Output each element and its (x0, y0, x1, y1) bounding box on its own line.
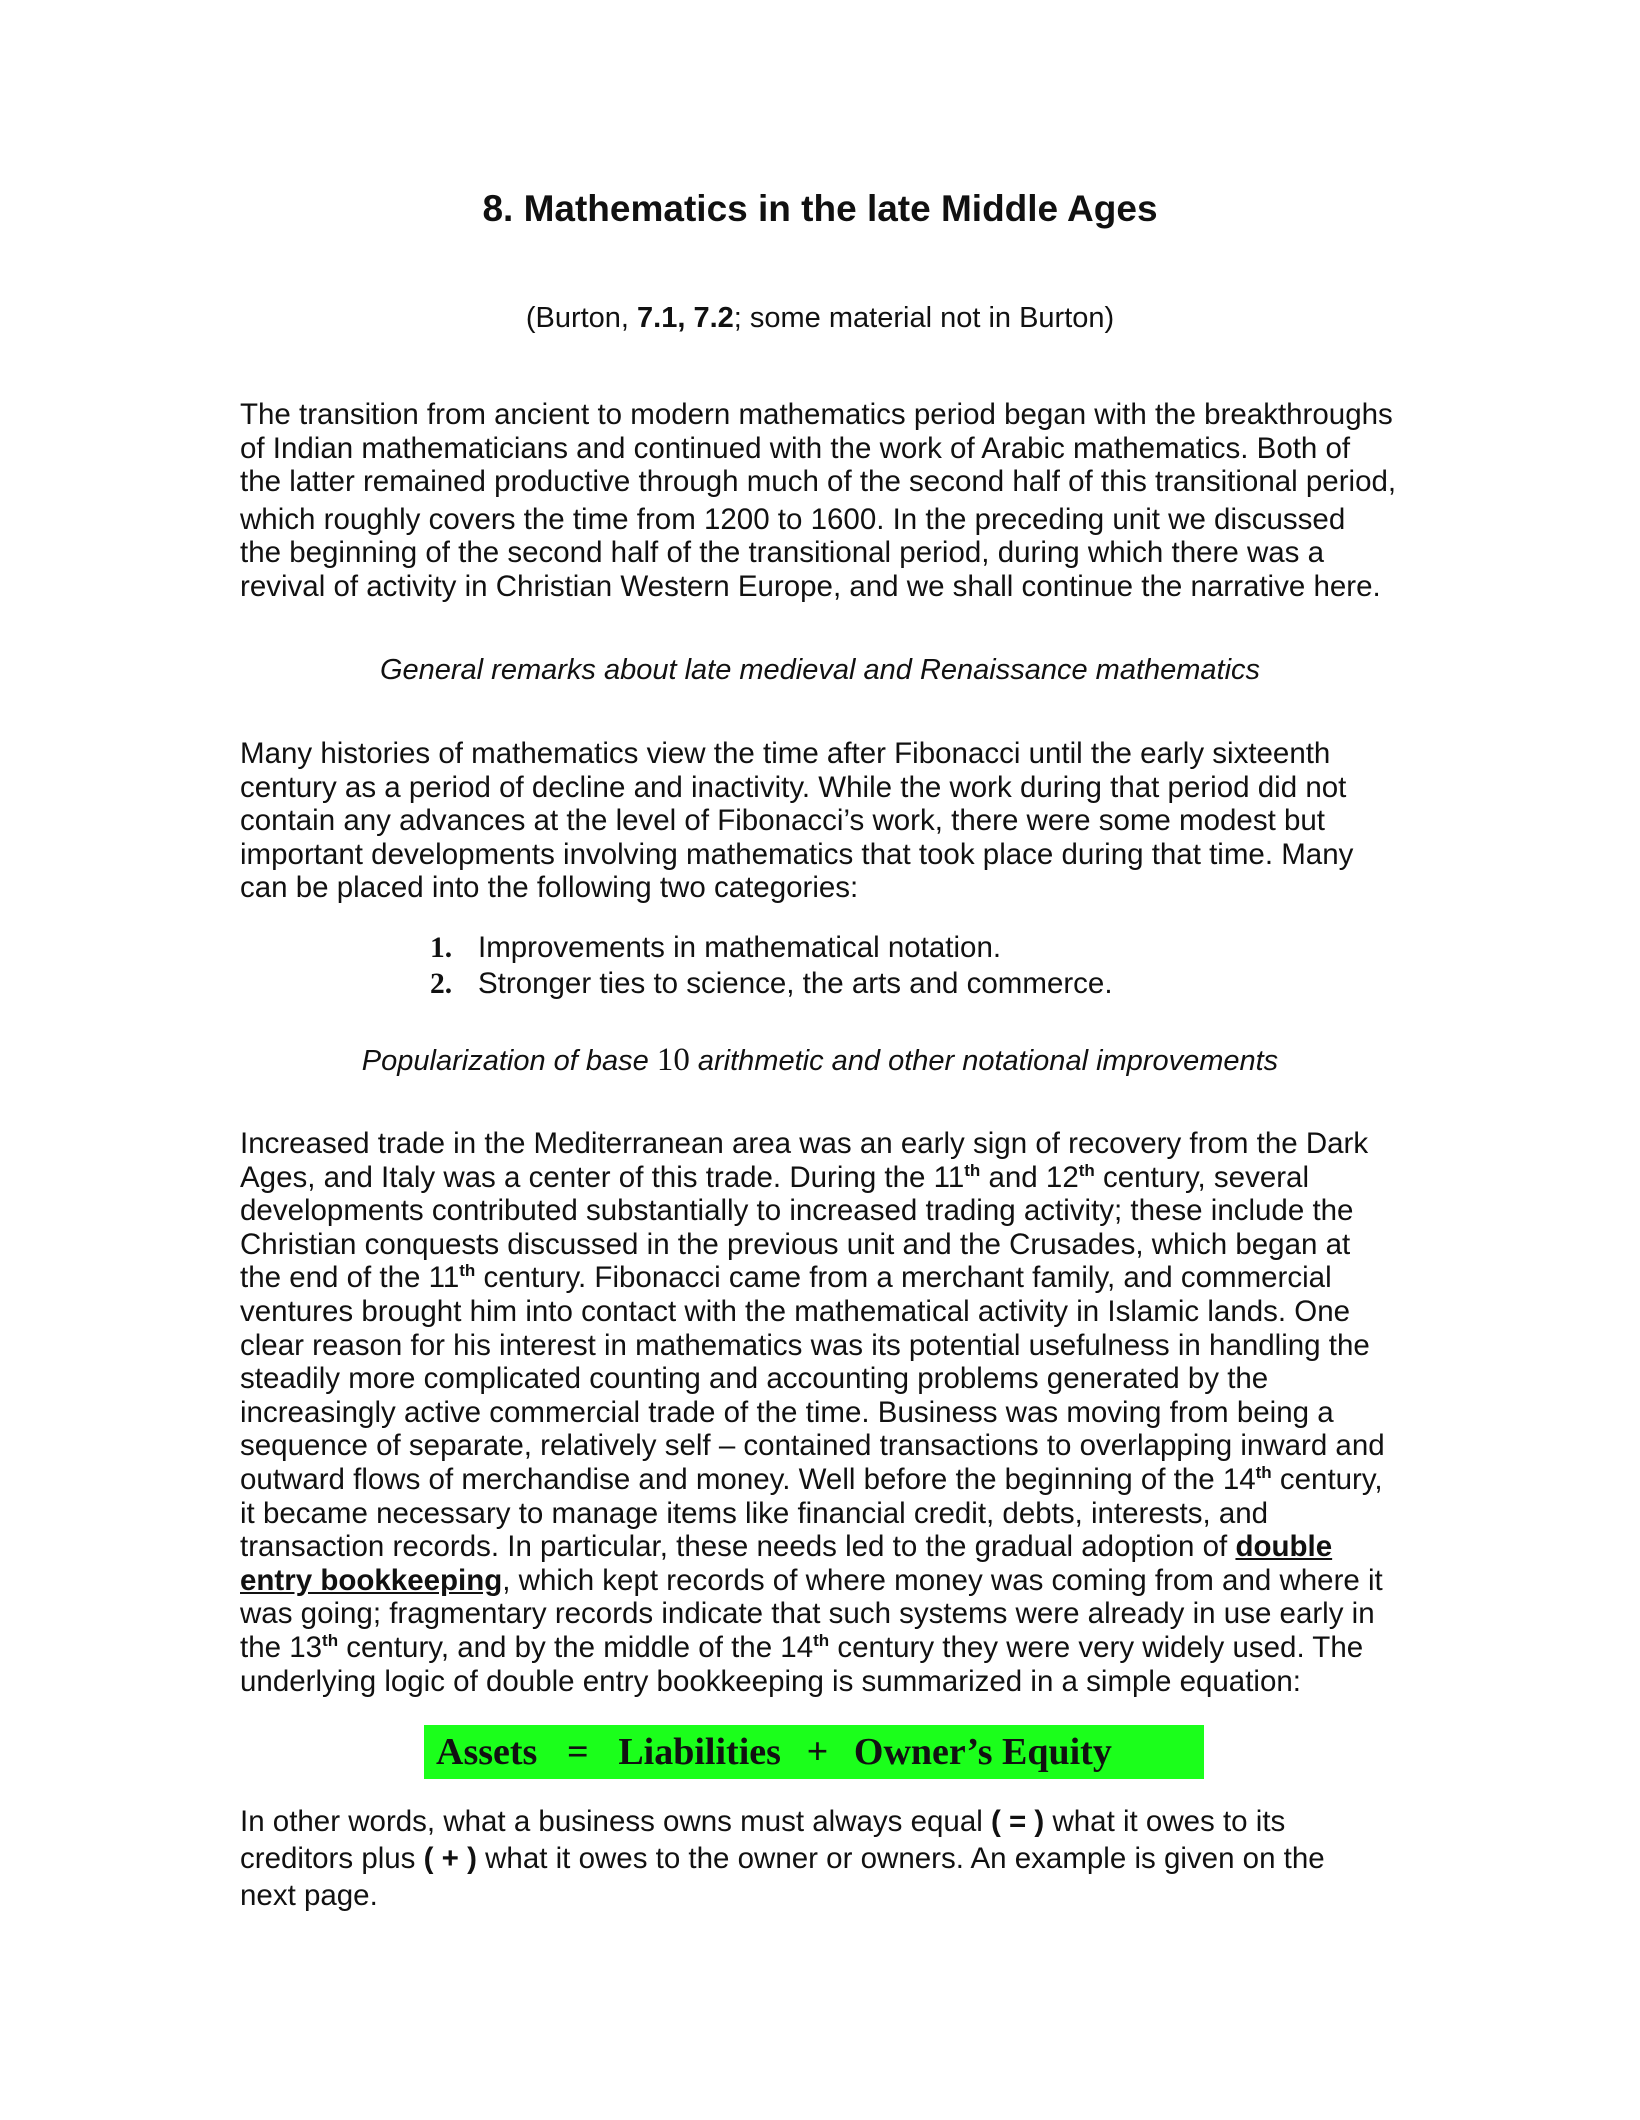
trade-line: steadily more complicated counting and accounting problems generated by the (240, 1362, 1269, 1396)
text-run: century, (1271, 1462, 1383, 1496)
trade-line: underlying logic of double entry bookkeeping is summarized in a simple equation: (240, 1664, 1301, 1698)
categories-list (430, 930, 1113, 1002)
text-run: what it owes to its (1044, 1805, 1286, 1838)
closing-line (240, 1803, 1420, 1840)
text-run: and 12 (980, 1160, 1079, 1194)
heading2-before: Popularization of base (361, 1045, 657, 1077)
list-item (430, 930, 1113, 966)
decline-line: can be placed into the following two categories: (240, 871, 859, 905)
text-run: In other words, what a business owns must always equal (240, 1805, 991, 1838)
text-run: , which kept records of where money was coming from and where it (502, 1563, 1383, 1597)
trade-line (240, 1631, 1420, 1665)
page-subtitle (0, 300, 1640, 336)
trade-line (240, 1564, 1420, 1598)
trade-line (240, 1261, 1420, 1295)
key-term-double: double (1235, 1530, 1333, 1564)
section-heading-general-remarks: General remarks about late medieval and Renaissance mathematics (379, 654, 1261, 686)
heading2-number: 10 (656, 1042, 690, 1078)
accounting-equation (424, 1725, 1204, 1779)
ordinal-suffix: th (1078, 1160, 1095, 1180)
intro-paragraph (240, 398, 1420, 604)
subtitle-sections: 7.1, 7.2 (637, 302, 734, 334)
decline-paragraph (240, 737, 1420, 905)
trade-line: it became necessary to manage items like financial credit, debts, interests, and (240, 1496, 1269, 1530)
closing-line (240, 1840, 1420, 1877)
trade-line: Christian conquests discussed in the previous unit and the Crusades, which began at (240, 1227, 1351, 1261)
list-text: Stronger ties to science, the arts and commerce. (478, 967, 1113, 1000)
key-term-entry-bookkeeping: entry bookkeeping (240, 1563, 503, 1597)
trade-line (240, 1530, 1420, 1564)
decline-line: century as a period of decline and inactivity. While the work during that period did not (240, 770, 1347, 804)
intro-line: of Indian mathematicians and continued with the work of Arabic mathematics. Both of (240, 431, 1351, 465)
trade-line: increasingly active commercial trade of the time. Business was moving from being a (240, 1395, 1334, 1429)
trade-line: Increased trade in the Mediterranean area was an early sign of recovery from the Dark (240, 1127, 1369, 1160)
ordinal-suffix: th (322, 1631, 339, 1651)
equals-symbol: ( = ) (990, 1805, 1045, 1838)
trade-line: was going; fragmentary records indicate that such systems were already in use early in (240, 1597, 1375, 1631)
page-title: 8. Mathematics in the late Middle Ages (482, 188, 1158, 229)
trade-line: sequence of separate, relatively self – contained transactions to overlapping inward and (240, 1429, 1385, 1463)
intro-line: the latter remained productive through much of the second half of this transitional period, (240, 465, 1397, 499)
heading2-after: arithmetic and other notational improvements (689, 1045, 1279, 1077)
plus-symbol: ( + ) (423, 1842, 477, 1875)
ordinal-suffix: th (1255, 1463, 1272, 1483)
text-run: transaction records. In particular, these needs led to the gradual adoption of (240, 1530, 1236, 1564)
trade-line: clear reason for his interest in mathematics was its potential usefulness in handling the (240, 1328, 1370, 1362)
equation-assets: Assets (436, 1731, 538, 1773)
equation-liabilities: Liabilities (618, 1731, 781, 1773)
subtitle-suffix: ; some material not in Burton) (733, 302, 1115, 334)
decline-line: contain any advances at the level of Fibonacci’s work, there were some modest but (240, 804, 1325, 838)
equation-equals: = (567, 1731, 589, 1773)
text-run: creditors plus (240, 1842, 424, 1875)
subtitle-prefix: (Burton, (525, 302, 638, 334)
intro-line: revival of activity in Christian Western Europe, and we shall continue the narrative here. (240, 569, 1381, 603)
text-run: the end of the 11 (240, 1261, 460, 1295)
trade-line (240, 1463, 1420, 1497)
text-run: Ages, and Italy was a center of this trade. During the 11 (240, 1160, 965, 1194)
text-run: century, and by the middle of the 14 (338, 1630, 814, 1664)
trade-line: ventures brought him into contact with the mathematical activity in Islamic lands. One (240, 1294, 1351, 1328)
closing-paragraph (240, 1803, 1420, 1914)
text-run: outward flows of merchandise and money. Well before the beginning of the 14 (240, 1462, 1256, 1496)
closing-line: next page. (240, 1879, 378, 1912)
ordinal-suffix: th (459, 1261, 476, 1281)
trade-paragraph (240, 1127, 1420, 1698)
text-run: century. Fibonacci came from a merchant family, and commercial (475, 1261, 1332, 1295)
text-run: century they were very widely used. The (829, 1630, 1364, 1664)
intro-line: which roughly covers the time from 1200 to 1600. In the preceding unit we discussed (240, 502, 1346, 536)
decline-line: important developments involving mathematics that took place during that time. Many (240, 837, 1354, 871)
equation-owners-equity: Owner’s Equity (853, 1731, 1112, 1773)
list-number: 2. (430, 968, 453, 1000)
list-number: 1. (430, 932, 453, 964)
equation-plus: + (806, 1731, 829, 1773)
intro-line: the beginning of the second half of the transitional period, during which there was a (240, 536, 1325, 570)
intro-line: The transition from ancient to modern mathematics period began with the breakthroughs (240, 398, 1393, 431)
ordinal-suffix: th (813, 1631, 830, 1651)
text-run: century, several (1094, 1160, 1310, 1194)
decline-line: Many histories of mathematics view the time after Fibonacci until the early sixteenth (240, 737, 1331, 770)
list-item (430, 966, 1113, 1002)
section-heading-base-10 (0, 1042, 1640, 1079)
trade-line (240, 1161, 1420, 1195)
ordinal-suffix: th (964, 1160, 981, 1180)
text-run: the 13 (240, 1630, 323, 1664)
text-run: what it owes to the owner or owners. An example is given on the (476, 1842, 1325, 1875)
list-text: Improvements in mathematical notation. (478, 931, 1002, 964)
trade-line: developments contributed substantially to increased trading activity; these include the (240, 1194, 1354, 1228)
